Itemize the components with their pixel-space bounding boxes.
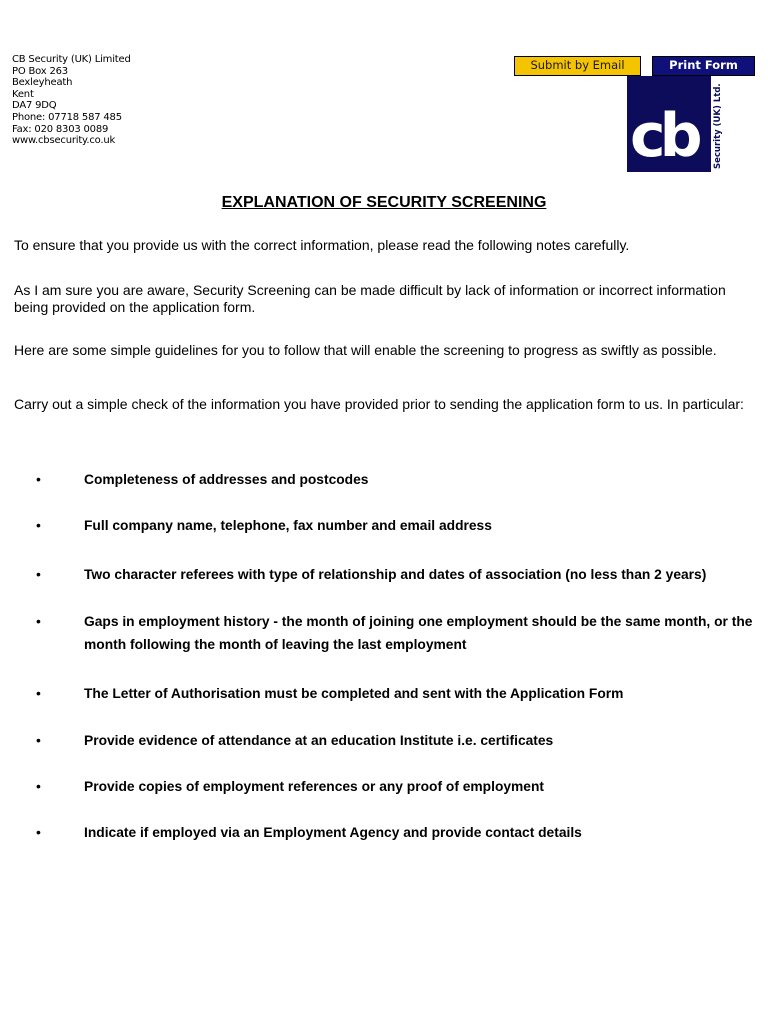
checklist-item-text: Indicate if employed via an Employment Agency and provide contact details bbox=[84, 825, 582, 840]
document-title bbox=[0, 194, 768, 212]
bullet-marker: • bbox=[36, 778, 41, 794]
checklist-item-text: Two character referees with type of relationship and dates of association (no less than 2 years) bbox=[84, 567, 707, 582]
bullet-marker: • bbox=[36, 566, 41, 582]
company-address-block bbox=[12, 54, 131, 147]
address-website: www.cbsecurity.co.uk bbox=[12, 135, 116, 147]
document-title-text: EXPLANATION OF SECURITY SCREENING bbox=[221, 194, 547, 211]
logo-letters: cb bbox=[630, 101, 697, 171]
checklist-item-text: Provide evidence of attendance at an education Institute i.e. certificates bbox=[84, 733, 554, 748]
intro-paragraph-1: To ensure that you provide us with the correct information, please read the following notes carefully. bbox=[14, 237, 630, 253]
bullet-marker: • bbox=[36, 685, 41, 701]
bullet-marker: • bbox=[36, 732, 41, 748]
address-postcode: DA7 9DQ bbox=[12, 100, 57, 112]
checklist-item-text: Completeness of addresses and postcodes bbox=[84, 472, 369, 487]
intro-paragraph-3: Here are some simple guidelines for you to follow that will enable the screening to progress as swiftly as possible. bbox=[14, 342, 717, 358]
address-fax: Fax: 020 8303 0089 bbox=[12, 123, 109, 135]
bullet-marker: • bbox=[36, 613, 41, 629]
intro-paragraph-4: Carry out a simple check of the information you have provided prior to sending the application form to us. In particular: bbox=[14, 396, 744, 412]
address-town: Bexleyheath bbox=[12, 77, 73, 89]
company-name: CB Security (UK) Limited bbox=[12, 54, 131, 65]
bullet-marker: • bbox=[36, 517, 41, 533]
checklist-item-text: The Letter of Authorisation must be completed and sent with the Application Form bbox=[84, 686, 624, 701]
address-phone: Phone: 07718 587 485 bbox=[12, 111, 122, 123]
checklist-item-text: Provide copies of employment references or any proof of employment bbox=[84, 779, 545, 794]
address-po-box: PO Box 263 bbox=[12, 65, 68, 77]
bullet-marker: • bbox=[36, 471, 41, 487]
checklist-item-text: Gaps in employment history - the month of joining one employment should be the same month, or the month following the month of leaving the last employment bbox=[84, 614, 753, 652]
checklist-item-text: Full company name, telephone, fax number and email address bbox=[84, 518, 492, 533]
bullet-marker: • bbox=[36, 824, 41, 840]
logo-side-text: Security (UK) Ltd. bbox=[713, 83, 723, 169]
address-county: Kent bbox=[12, 88, 34, 100]
cb-security-logo bbox=[627, 76, 723, 172]
intro-paragraph-2: As I am sure you are aware, Security Screening can be made difficult by lack of information or incorrect information being provided on the application form. bbox=[14, 282, 726, 315]
submit-by-email-button[interactable]: Submit by Email bbox=[514, 56, 641, 76]
print-form-button[interactable]: Print Form bbox=[652, 56, 755, 76]
logo-divider bbox=[709, 76, 711, 172]
